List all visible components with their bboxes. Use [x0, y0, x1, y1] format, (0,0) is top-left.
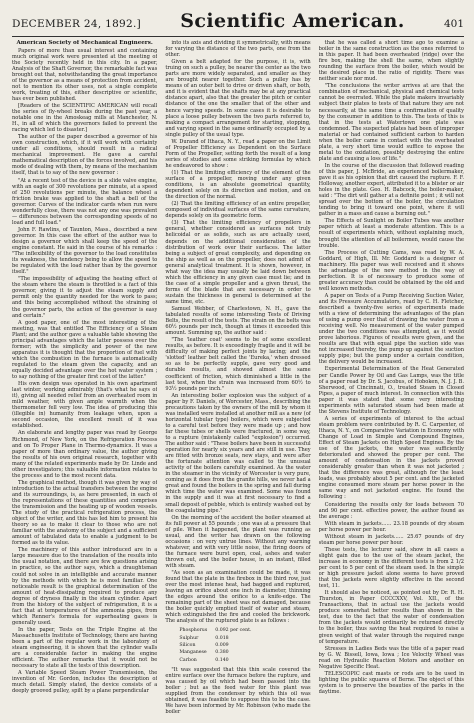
column-left	[12, 40, 157, 715]
paragraph: that he was called a short time ago to examine a boiler in the same construction as the ones referred to in this paper. It had been overheated (ridge) over the fire box, making the shell the same, when slightly rounding the surface from the boiler, which would be the desired place in the ratio of rigidity. There was neither scale nor mud.	[318, 40, 464, 83]
element-percent: 0.380	[215, 650, 229, 656]
element-percent: 0.092 per cent.	[215, 628, 252, 634]
paragraph: "The impossibility of adjusting the heating effect of the steam where the steam is throttled is a fact of this governor, giving it to adjust the steam supply and permit only the quantity needed for the work to pass; and this being accomplished without the straining of the governor parts, the action of the governor is easy and certain."	[12, 276, 158, 319]
paragraph: Stresses in Ladies Beds was the title of a paper read by G. W. Bissell, Iowa, Iowa ; Ice Velocity Wheel was read on Hydraulic Reaction Motors and another on Negative Specific Heat.	[318, 645, 464, 670]
paragraph: "The 'leather coat' seems to be of some excellent results, as before. It is exceedingly fragile and it will be difficulty of making perfect joints by lacing; and the 'slotted' leather belt called the 'Eureka,' when dressed so as to be perfectly supple, gave very good and durable results, and showed almost the same coefficient of friction, which diminished a little in the last test, when the strain was increased from 60½ to 93½ pounds per inch."	[165, 337, 311, 392]
paragraph: Experimental Determination of the Heat Generated per Candle Power by Oil and Gas Lamps, was the title of a paper read by Dr. S. Jacobus, of Hoboken, N. J. J. B. Sherwood, of Cincinnati, O., treated Steam in Closed Pipes, a paper of much interest. In connection with this paper it was stated that some very interesting experiments with saturated steam had been made at the Stevens Institute of Technology.	[318, 366, 464, 415]
paragraph: "The conclusions the writer arrives at are that the combination of mechanical, physical and chemical tests cannot be overrated. While the plate makers invariably subject their plates to tests of that nature they are not necessarily, at the same time a confirmation of quality by the consumer in addition to this. The tests of this is that in the tests at Watertown one plate was condemned. The suspected plates had been of improper material or had contained sufficient carbon to harden when the boiler came in contact with the overheated plate, a very short time would suffice to expose the metal to the oxidation, possibly destroying the entire plate and causing a loss of life."	[318, 83, 464, 162]
element-percent: 0.009	[215, 643, 229, 649]
paragraph: TELESCOPIC cast masts or rods are to be used in lighting the public squares of Berne. The object of this system is to preserve the beauties of the parks in the daytime.	[318, 670, 464, 695]
paragraph: Given a belt adapted for the purpose, it is, with truing on such a pulley, be nearer the center as the two parts are more widely separated, and smaller as they are brought nearer together. Such a pulley has by means of an outer belt to drive or driven shaft, or both, and it is evident that the shafts may be at any practical distance apart, also that the greater the pitch or center distance of the one the smaller that of the other and hence varying speeds. In some cases it is desirable to place a loose pulley between the two parts referred to, making a compact arrangement for starting, stopping, and varying speed in the same ordinarily occupied by a single pulley of the usual type.	[165, 59, 311, 138]
paragraph: (1) That the limiting efficiency of the element of the surface of a propeller, moving under any given conditions, is an absolute geometrical quantity, dependent solely on its direction and motion, and on the direction of the normal.	[165, 169, 311, 201]
paragraph: The machinery of this author introduced are in a large measure due to the translation of the results into the usual notation, and there are few questions arising in practice, so the author says, which a draughtsman could not solve in an intelligible and accurate manner by the methods with which he is most familiar. One noticeable result is the graphical determination of the amount of heat-dissipating required to produce any degree of dryness finally in the steam cylinder. Apart from the history of the subject of refrigeration, it is a fact that at temperatures of the ammonia pipes, from which Renner's formula for superheating gases is generally used.	[12, 547, 158, 626]
paragraph: With steam in jackets...... 23.18 pounds of dry steam per horse power per hour.	[318, 520, 464, 533]
table-row	[179, 650, 257, 655]
paragraph: In the paper, Tests on the Triple Engine at the Massachusetts Institute of Technology, there are having been a part of the regular work in the laboratory of steam engineering, it is shown that the cylinder walls are a considerable factor in making the engine efficient. The author remarks that it would not be necessary to state all the tests of this description.	[12, 626, 158, 670]
issue-date: DECEMBER 24, 1892.]	[12, 18, 142, 30]
paragraph: A good paper, one of the most interesting of the meeting, was that entitled The Efficiency of a Steam Plant; and the author gave a valuable table showing the principal advantages which the latter possess over the former; with the simplicity and power of the new apparatus it is thought that the proportion of fuel with which the combustion in the furnace is automatically regulated to the steam given the capacity, and an equally decided advantage over the hot water system ; to say nothing of the greater first cost of the latter."	[12, 319, 158, 381]
page-header	[12, 10, 464, 36]
paragraph: The Effects of Sunlight on Boiler Tubes was another paper which at least a moderate attention. This is a result of experiments which, without explaining much, brought the attention of all boilermen, would cause the trouble.	[318, 218, 464, 249]
paragraph: A paper on Tests of a Pump Receiving Suction Water, and its Pressure Accumulators, read by C. H. Fletcher, described a twenty-five series of experiments made with a view of determining the advantages of the plan of using a pump over that of drawing the water from a receiving well. No measurement of the water pumped under the two conditions was attempted, as it would prove laborious. Figures of results were given, and the results are that with equal pipe the suction side was not increased thereby, the pump up against the suction supply pipe; but the pump under a certain condition, the delivery would be increased.	[318, 292, 464, 366]
column-right	[319, 40, 464, 715]
analysis-table	[177, 626, 259, 664]
paragraph: The graphical method, though it was given by way of introduction to the actual transfers between the engine and its surroundings, is, as here presented, in each of the representations of these quantities and comprises the transmission and the heating up of wooden vessels. The study of the practical refrigeration process, the object of the writer, and this has led him to present his theory so as to make it clear to those who are not familiar with the anatomy of the subject and a sufficient amount of tabulated data to enable a judgment to be formed as to its value.	[12, 479, 158, 547]
paragraph: "As soon as an examination could be made, it was found that the plate in the firebox in the third row, just over the most intense heat, had bagged and ruptured, leaving an orifice about one inch in diameter, thinning the edges around the orifice to a knife-edge. The remaining part of the sheet was not damaged, because the boiler quickly emptied itself of water and steam, which extinguished the fire and cooled the brickwork. The analysis of the ruptured plate is as follows :	[165, 570, 311, 625]
element-name: Manganese	[179, 650, 207, 656]
paragraph: John F. Rawlins, of Taunton, Mass., described a new governor. In this case the effort of the author was to design a governor which shall keep the speed of the engine constant. He said in the course of his remarks : "The inflexibility of the governor to the load constitutes its weakness, the tendency being to allow the speed to be regulated with the load rather than by the governor itself."	[12, 226, 158, 276]
paragraph: An elaborate and lengthy paper was read by George Richmond, of New York, on the Refrigeration Process and on To Proper Plane in Thermo-dynamics. It was a paper of more than ordinary value, the author giving the results of his own original research, together with many of the related experiments made by Dr. Linde and other investigators; this valuable information relates to the process and to the most recent data.	[12, 430, 158, 479]
paragraph: A series of experiments of interest to the actual steam problem were contributed by R. C. Carpenter, of Ithaca, N. Y., on Comparative Variation in Economy with Change of Load in Simple and Compound Engines, Effect of Steam Jackets on High Speed Engines. By the use of the jackets, the water was sufficiently deteriorated and showed the proper per cent. The amount of condensation in the jackets proved considerably greater than when it was not jacketed ; that the difference was great, although for the least loads, was probably about 5 per cent. and the jacketed engine consumed more steam per horse power in the same way and not jacketed engine. He found the following :	[318, 415, 464, 501]
paragraph: The author of the paper described a governor of his own construction, which, if it will work with certainty under all conditions, should result in a radical mechanical improvement. He gave a careful mathematical description of the forces involved, and his mode of dealing with them, by means of the mechanism itself, that is to say of the new governor :	[12, 134, 158, 177]
paragraph: It should also be noticed, as pointed out by Dr. R. H. Thurston, in Paper CCCCXXV, Vol. XII., of the Transactions, that in actual use the jackets would produce somewhat better results than shown in the test, due to the fact that the water of condensation from the jackets would ordinarily be returned directly to the boiler, thus saving the heat required to raise a given weight of that water through the required range of temperature.	[318, 590, 464, 645]
paragraph: Samuel Webber, of Charlestown, N. H., gave the tabulated results of some interesting Tests of Driving Belts, the result of the tests. The strain on the belts was 60½ pounds per inch, though at times it exceeded this amount. Summing up, the author said :	[165, 306, 311, 337]
paragraph: (3) That the limiting efficiency of propellers in general, whether considered as surfaces not truly helicoidal or as solids, such as are actually used, depends on the additional consideration of the distribution of work over their surfaces. The latter being a subject of great complexity, and depending on the ship as well as on the propeller, does not admit of general analytical treatment. It is shown, however, in what way the idea may usually be laid down between which the efficiency in any given case must lie; and in the case of a simple propeller and a given thrust, the forms of the blade that are necessary in order to sustain the thickness in general is determined at the same time, etc.	[165, 220, 311, 305]
paragraph: His own design was operated in his own apartment last winter, working admirably (that's what he says of it), giving all needed relief from an overheated room in mild weather, with given ample warmth when the thermometer fell very low. The idea of producing this (illegible in) humanity from leakage when, upon a second occasion, the excellent result of it was established.	[12, 381, 158, 430]
paragraph: The Process of Cutting Cams, was read by W. A. Goddard, of High, Ill. Mr. Goddard is a designer of machinery. His paper was well received and it shows the advantage of the new method in the way of perfection. It is of necessary to produce some of greater accuracy than could be obtained by the old and well known methods.	[318, 249, 464, 292]
paragraph: An interesting boiler explosion was the subject of a paper by F. Daniels, of Worcester, Mass., describing the precautions taken by the owners of the mill by whom it was installed were installed at another mill as a new (of horizontal tubular type) boilers, which were subjected to a careful test before they were made up ; and how far these tubes or shells were fractured, in some way, to a rupture (mistakenly called "explosion") occurred. The author said : "These boilers have been in successful operation for nearly six years and are still in use. They are fitted with bronze seats, new stays, and were after the fortunate attention was called to the unusual activity of the boilers carefully examined. As the water in the steamer in the vicinity of Worcester is very pure, coming as it does from the granite hills, we never had a great and found the boilers in the spring and fall during which time the water was examined. Some was found in the supply and it was at first necessary to find a small deposit of pebble, which is entirely washed out by the coagulating pipe."	[165, 392, 311, 514]
element-name: Sulphur	[179, 635, 199, 641]
paragraph: (2) That the limiting efficiency of an entire propeller, composed of individual surfaces of the same curvature, depends solely on its geometric form.	[165, 201, 311, 220]
element-name: Silicon	[179, 643, 196, 649]
element-percent: 0.140	[215, 657, 229, 663]
paragraph: A Variable Speed Steam Power Transmission, the invention of Mr. Gordon, includes the description of much detail. Simply stated, the device consists of a deeply grooved pulley, spilt by a plane perpendicular	[12, 670, 158, 695]
paragraph: [Readers of the SCIENTIFIC AMERICAN will recall the series of fly-wheel breaks during the past year, a notable one in the Amoskeag mills at Manchester, N. H., in all of which the governors failed to prevent the racing which led to disaster.]	[12, 102, 158, 134]
paragraph: "It was suggested that this thin scale covered the entire surface over the furnace before the rupture, and was caused by oil which had been passed into the boiler ; but as the feed water for this plant was supplied from the condenser by which this oil was obtained, it was feasible to suppose this to be the case. We have been informed by Mr. Robinson (who made the boiler	[165, 666, 311, 715]
element-percent: 0.018	[215, 635, 229, 641]
paragraph: On the morning of the accident the boiler steamed at its full power at 55 pounds ; one was at a pressure that of pile. When it happened, the plant was running as usual, and the writer has drawn on the following occasions : on very untrue lines. Without any warning whatever, and with very little noise, the firing doors of the furnace were burst open, coal, ashes and water thrown out, and the boiler house, in an instant, filled with steam.	[165, 514, 311, 569]
table-row	[179, 628, 257, 633]
paragraph: "At a recent test of the device in a slide valve engine, with an eagle of 300 revolutions per minute, at a speed of 250 revolutions per minute, the balance wheel a friction brake was applied to the shaft a bell of the governor. Curves of the indicator cards when run were wonderfully close, there was not any one was prevalent — differences between the corresponding speeds of no load and full load."	[12, 177, 158, 226]
column-middle	[165, 40, 310, 715]
paragraph: In the course of the discussion that followed reading of this paper, J. McBride, an experienced boilermaker, gave it as his opinion that dirt caused the rupture. F. F. Holloway, another expert, attributed it to a blister or air holes in the plate. Geo. H. Babcock, the boiler-maker, said : "The dirt will gather at a definite point ; it will not spread over the bottom of the boiler, the circulation tending to bring it toward one point, where it will gather in a mass and cause a burning out."	[318, 162, 464, 218]
table-row	[179, 636, 257, 641]
paragraph: These tests, the lecturer said, show in all cases a slight gain due to the use of the steam jacket, the increase in economy in the different tests is from 2 1/2 per cent to 5 per cent of the steam used. In the simple or high pressure jacket alone seems to have proved that the jackets were slightly effective in the second test, 11.	[318, 546, 464, 590]
paragraph: Without steam in jackets...... 25.67 pounds of dry steam per horse power per hour.	[318, 533, 464, 546]
masthead: Scientific American.	[180, 10, 405, 32]
table-row	[179, 643, 257, 648]
element-name: Carbon	[179, 657, 197, 663]
page-number: 401	[443, 18, 464, 30]
article-columns	[12, 40, 464, 715]
element-name: Phosphorus	[179, 628, 208, 634]
header-rule	[12, 36, 464, 37]
paragraph: Papers of more than usual interest and containing much original work were presented at the meeting of the Society recently held in this city. In a paper, Analysis of the Shaft Governor, the remarkable fact was brought out that, notwithstanding the great importance of the governor as a means of protection from accident, not to mention its other uses, not a single complete work, treating of this, either descriptive or scientific, has ever been published.	[12, 47, 158, 102]
article-heading: American Society of Mechanical Engineers.	[16, 40, 153, 46]
paragraph: W. Durand of Ithaca, N. Y., read a paper on the Limit of Propeller Efficiency as Dependent on the Surface Form of the Propeller, setting forth the result of a long series of studies and some striking formulas by which he endeavored to show :	[165, 138, 311, 169]
table-row	[179, 658, 257, 663]
paragraph: Considering the results only for loads between 70 and 90 per cent. effective power, the author found as the average :	[318, 501, 464, 520]
paragraph: into its axis and dividing it symmetrically, with means for varying the distance of the two parts, one from the other.	[165, 40, 311, 59]
